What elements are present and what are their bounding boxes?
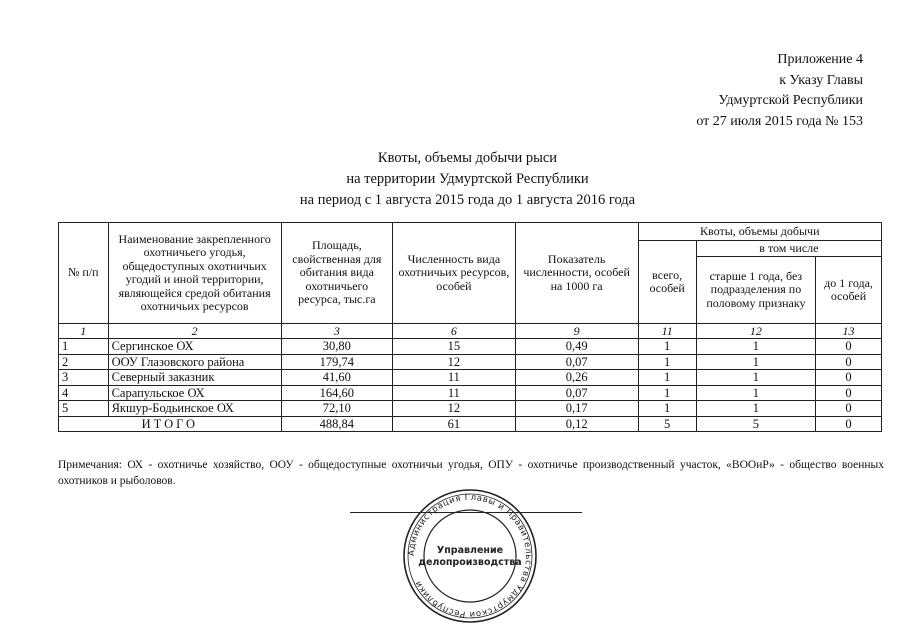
row-older: 1 bbox=[696, 385, 815, 401]
stamp-center-line-1: Управление bbox=[436, 545, 504, 556]
document-title bbox=[0, 148, 905, 211]
column-number: 12 bbox=[696, 324, 815, 339]
column-number: 9 bbox=[515, 324, 638, 339]
header-young: до 1 года, особей bbox=[816, 257, 882, 324]
row-total: 1 bbox=[638, 401, 696, 417]
row-older: 1 bbox=[696, 401, 815, 417]
column-number: 11 bbox=[638, 324, 696, 339]
row-total: 1 bbox=[638, 385, 696, 401]
header-older: старше 1 года, без подразделения по половому признаку bbox=[696, 257, 815, 324]
appendix-block bbox=[603, 50, 863, 132]
quota-table bbox=[58, 222, 882, 432]
header-index: Показатель численности, особей на 1000 га bbox=[515, 223, 638, 324]
row-num: 3 bbox=[59, 370, 109, 386]
row-num: 1 bbox=[59, 339, 109, 355]
row-num: 5 bbox=[59, 401, 109, 417]
column-number: 6 bbox=[393, 324, 516, 339]
notes-text: Примечания: ОХ - охотничье хозяйство, ООУ - общедоступные охотничьи угодья, ОПУ - охотничье производственный участок, «ВООиР» - общество военных охотников и рыболовов. bbox=[58, 459, 884, 487]
column-number-row bbox=[59, 324, 882, 339]
row-area: 72,10 bbox=[281, 401, 392, 417]
appendix-line-1: Приложение 4 bbox=[777, 52, 863, 67]
row-young: 0 bbox=[816, 385, 882, 401]
appendix-line-2: к Указу Главы bbox=[779, 72, 863, 88]
row-population: 15 bbox=[393, 339, 516, 355]
appendix-line-3: Удмуртской Республики bbox=[718, 93, 863, 108]
stamp-ring-text: Администрация Главы и Правительства Удмуртской Республики bbox=[406, 492, 534, 620]
table-row bbox=[59, 370, 882, 386]
row-index: 0,07 bbox=[515, 385, 638, 401]
column-number: 2 bbox=[108, 324, 281, 339]
stamp-inner-ring bbox=[424, 510, 516, 602]
row-name: Сарапульское ОХ bbox=[108, 385, 281, 401]
row-area: 164,60 bbox=[281, 385, 392, 401]
row-name: Якшур-Бодьинское ОХ bbox=[108, 401, 281, 417]
row-young: 0 bbox=[816, 370, 882, 386]
row-older: 1 bbox=[696, 354, 815, 370]
row-index: 0,17 bbox=[515, 401, 638, 417]
appendix-line-4: от 27 июля 2015 года № 153 bbox=[696, 113, 863, 129]
title-line-1: Квоты, объемы добычи рыси bbox=[377, 150, 558, 166]
row-older: 1 bbox=[696, 339, 815, 355]
row-total: 1 bbox=[638, 354, 696, 370]
totals-area: 488,84 bbox=[281, 416, 392, 432]
row-name: Сергинское ОХ bbox=[108, 339, 281, 355]
header-num: № п/п bbox=[59, 223, 109, 324]
row-num: 2 bbox=[59, 354, 109, 370]
title-line-3: на период с 1 августа 2015 года до 1 августа 2016 года bbox=[299, 192, 636, 208]
row-population: 12 bbox=[393, 401, 516, 417]
row-total: 1 bbox=[638, 370, 696, 386]
row-young: 0 bbox=[816, 401, 882, 417]
table-row bbox=[59, 354, 882, 370]
row-total: 1 bbox=[638, 339, 696, 355]
row-index: 0,49 bbox=[515, 339, 638, 355]
row-young: 0 bbox=[816, 339, 882, 355]
row-area: 41,60 bbox=[281, 370, 392, 386]
column-number: 1 bbox=[59, 324, 109, 339]
row-young: 0 bbox=[816, 354, 882, 370]
header-total: всего, особей bbox=[638, 241, 696, 324]
header-area: Площадь, свойственная для обитания вида охотничьего ресурса, тыс.га bbox=[281, 223, 392, 324]
header-quotas: Квоты, объемы добычи bbox=[638, 223, 881, 241]
row-name: ООУ Глазовского района bbox=[108, 354, 281, 370]
table-row bbox=[59, 401, 882, 417]
row-population: 11 bbox=[393, 385, 516, 401]
column-number: 3 bbox=[281, 324, 392, 339]
header-name: Наименование закрепленного охотничьего угодья, общедоступных охотничьих угодий и иной территории, являющейся средой обитания охотничьих ресурсов bbox=[108, 223, 281, 324]
totals-index: 0,12 bbox=[515, 416, 638, 432]
totals-total: 5 bbox=[638, 416, 696, 432]
column-number: 13 bbox=[816, 324, 882, 339]
totals-label: ИТОГО bbox=[59, 416, 282, 432]
row-num: 4 bbox=[59, 385, 109, 401]
totals-older: 5 bbox=[696, 416, 815, 432]
totals-population: 61 bbox=[393, 416, 516, 432]
totals-young: 0 bbox=[816, 416, 882, 432]
header-population: Численность вида охотничьих ресурсов, особей bbox=[393, 223, 516, 324]
row-population: 12 bbox=[393, 354, 516, 370]
row-area: 179,74 bbox=[281, 354, 392, 370]
row-older: 1 bbox=[696, 370, 815, 386]
stamp-center-line-2: делопроизводства bbox=[418, 557, 522, 568]
row-population: 11 bbox=[393, 370, 516, 386]
table-row bbox=[59, 385, 882, 401]
header-including: в том числе bbox=[696, 241, 881, 257]
row-area: 30,80 bbox=[281, 339, 392, 355]
table-row bbox=[59, 339, 882, 355]
totals-row bbox=[59, 416, 882, 432]
row-name: Северный заказник bbox=[108, 370, 281, 386]
official-stamp bbox=[400, 486, 540, 626]
row-index: 0,26 bbox=[515, 370, 638, 386]
row-index: 0,07 bbox=[515, 354, 638, 370]
title-line-2: на территории Удмуртской Республики bbox=[346, 171, 589, 187]
